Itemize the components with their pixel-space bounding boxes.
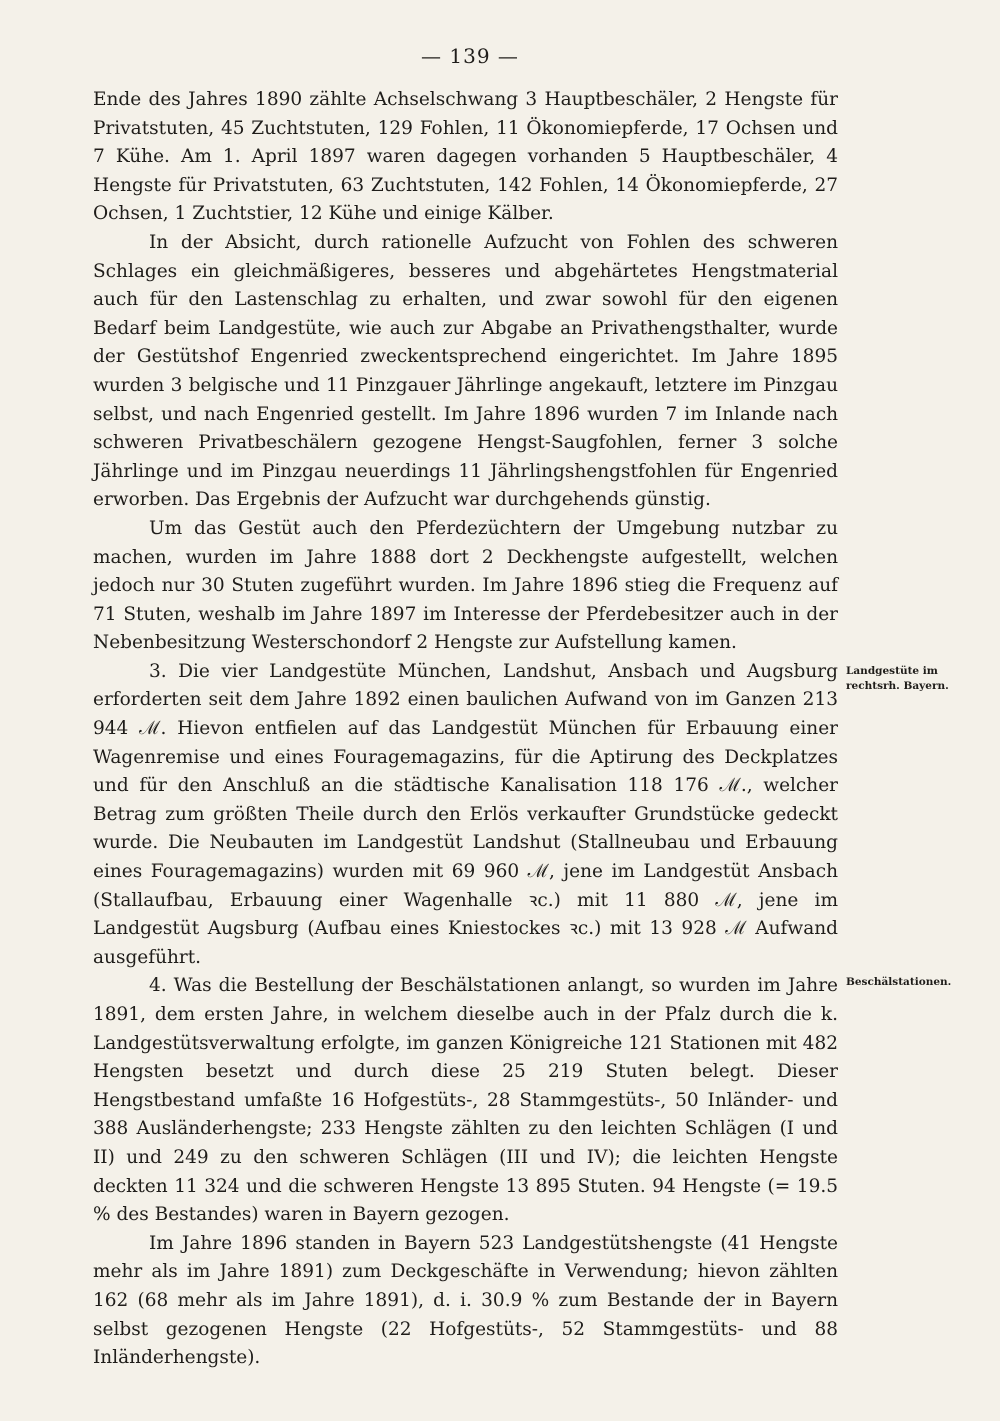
page-number: — 139 — [421, 44, 519, 68]
paragraph-landgestuete: 3. Die vier Landgestüte München, Landshut, Ansbach und Augsburg erforderten seit dem Jahre 1892 einen baulichen Aufwand von im Ganzen 213 944 ℳ. Hievon entfielen auf das Landgestüt München für Erbauung einer Wagenremise und eines Fouragemagazins, für die Aptirung des Deckplatzes und für den Anschluß an die städtische Kanalisation 118 176 ℳ., welcher Betrag zum größten Theile durch den Erlös verkaufter Grundstücke gedeckt wurde. Die Neubauten im Landgestüt Landshut (Stallneubau und Erbauung eines Fouragemagazins) wurden mit 69 960 ℳ, jene im Landgestüt Ansbach (Stallaufbau, Erbauung einer Wagenhalle ꝛc.) mit 11 880 ℳ, jene im Landgestüt Augsburg (Aufbau eines Kniestockes ꝛc.) mit 13 928 ℳ Aufwand ausgeführt. [93, 660, 838, 968]
paragraph-achselschwang: Ende des Jahres 1890 zählte Achselschwang 3 Hauptbeschäler, 2 Hengste für Privatstuten, 45 Zuchtstuten, 129 Fohlen, 11 Ökonomiepferde, 17 Ochsen und 7 Kühe. Am 1. April 1897 waren dagegen vorhanden 5 Hauptbeschäler, 4 Hengste für Privatstuten, 63 Zuchtstuten, 142 Fohlen, 14 Ökonomiepferde, 27 Ochsen, 1 Zuchtstier, 12 Kühe und einige Kälber. [93, 89, 838, 225]
body-text [93, 86, 838, 1373]
margin-note-beschaelstationen: Beschälstationen. [846, 976, 952, 988]
paragraph-deckhengste: Um das Gestüt auch den Pferdezüchtern der Umgebung nutzbar zu machen, wurden im Jahre 1888 dort 2 Deckhengste aufgestellt, welchen jedoch nur 30 Stuten zugeführt wurden. Im Jahre 1896 stieg die Frequenz auf 71 Stuten, weshalb im Jahre 1897 im Interesse der Pferdebesitzer auch in der Nebenbesitzung Westerschondorf 2 Hengste zur Aufstellung kamen. [93, 517, 838, 654]
paragraph-1896: Im Jahre 1896 standen in Bayern 523 Landgestütshengste (41 Hengste mehr als im Jahre 1891) zum Deckgeschäfte in Verwendung; hievon zählten 162 (68 mehr als im Jahre 1891), d. i. 30.9 % zum Bestande der in Bayern selbst gezogenen Hengste (22 Hofgestüts-, 52 Stammgestüts- und 88 Inländerhengste). [93, 1232, 838, 1369]
paragraph-engenried: In der Absicht, durch rationelle Aufzucht von Fohlen des schweren Schlages ein gleichmäßigeres, besseres und abgehärtetes Hengstmaterial auch für den Lastenschlag zu erhalten, und zwar sowohl für den eigenen Bedarf beim Landgestüte, wie auch zur Abgabe an Privathengsthalter, wurde der Gestütshof Engenried zweckentsprechend eingerichtet. Im Jahre 1895 wurden 3 belgische und 11 Pinzgauer Jährlinge angekauft, letztere im Pinzgau selbst, und nach Engenried gestellt. Im Jahre 1896 wurden 7 im Inlande nach schweren Privatbeschälern gezogene Hengst-Saugfohlen, ferner 3 solche Jährlinge und im Pinzgau neuerdings 11 Jährlingshengstfohlen für Engenried erworben. Das Ergebnis der Aufzucht war durchgehends günstig. [93, 231, 838, 511]
margin-note-landgestuete: Landgestüte im rechtsrh. Bayern. [846, 665, 949, 692]
paragraph-beschaelstationen: 4. Was die Bestellung der Beschälstationen anlangt, so wurden im Jahre 1891, dem ersten Jahre, in welchem dieselbe auch in der Pfalz durch die k. Landgestütsverwaltung erfolgte, im ganzen Königreiche 121 Stationen mit 482 Hengsten besetzt und durch diese 25 219 Stuten belegt. Dieser Hengstbestand umfaßte 16 Hofgestüts-, 28 Stammgestüts-, 50 Inländer- und 388 Ausländerhengste; 233 Hengste zählten zu den leichten Schlägen (I und II) und 249 zu den schweren Schlägen (III und IV); die leichten Hengste deckten 11 324 und die schweren Hengste 13 895 Stuten. 94 Hengste (= 19.5 % des Bestandes) waren in Bayern gezogen. [93, 975, 838, 1226]
